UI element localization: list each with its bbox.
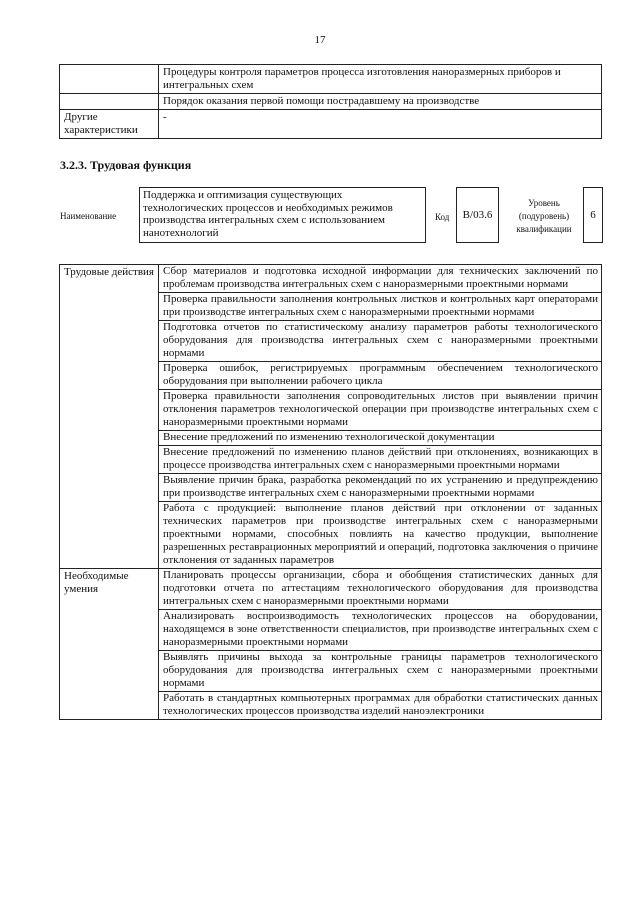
qualification-level-label: Уровень (подуровень) квалификации [516, 198, 572, 234]
row-value: Процедуры контроля параметров процесса изготовления наноразмерных приборов и интегральных схем [159, 65, 602, 94]
labor-action-item: Работа с продукцией: выполнение планов действий при отклонении от заданных технических параметров при производстве интегральных схем с наноразмерными проектными нормами, способных повлиять на качество продукции, выполнение разрешенных реставрационных мероприятий и операций, подготовка заключения о причине отклонения от заданных параметров [159, 502, 602, 569]
page-number: 17 [314, 34, 326, 46]
table-row [60, 94, 602, 110]
function-code-label: Код [435, 212, 450, 222]
row-value: - [159, 110, 602, 139]
skill-item: Анализировать воспроизводимость технологических процессов на оборудовании, находящемся в зоне ответственности специалистов, при производстве интегральных схем с наноразмерными проектными нормами [159, 610, 602, 651]
labor-action-item: Проверка ошибок, регистрируемых программным обеспечением технологического оборудования при выполнении рабочего цикла [159, 362, 602, 390]
top-continuation-table [59, 64, 602, 139]
row-label [60, 65, 159, 94]
required-skills-label: Необходимые умения [60, 569, 159, 720]
labor-actions-label: Трудовые действия [60, 265, 159, 569]
function-name: Поддержка и оптимизация существующих технологических процессов и необходимых режимов производства интегральных схем с использованием нанотехнологий [139, 187, 426, 243]
labor-action-item: Внесение предложений по изменению планов действий при отклонениях, возникающих в процессе производства интегральных схем с наноразмерными проектными нормами [159, 446, 602, 474]
function-name-label: Наименование [60, 211, 117, 221]
row-label [60, 94, 159, 110]
labor-action-item: Внесение предложений по изменению технологической документации [159, 431, 602, 446]
row-value: Порядок оказания первой помощи пострадавшему на производстве [159, 94, 602, 110]
table-row [60, 569, 602, 610]
skill-item: Планировать процессы организации, сбора и обобщения статистических данных для подготовки отчета по аттестациям технологического оборудования для производства интегральных схем с наноразмерными проектными нормами [159, 569, 602, 610]
table-row [60, 110, 602, 139]
labor-action-item: Выявление причин брака, разработка рекомендаций по их устранению и предупреждению при производстве интегральных схем с наноразмерными проектными нормами [159, 474, 602, 502]
table-row [60, 65, 602, 94]
labor-action-item: Проверка правильности заполнения сопроводительных листов при выявлении причин отклонения параметров технологической операции при производстве интегральных схем с наноразмерными проектными нормами [159, 390, 602, 431]
labor-action-item: Проверка правильности заполнения контрольных листков и контрольных карт операторами при производстве интегральных схем с наноразмерными проектными нормами [159, 293, 602, 321]
labor-action-item: Сбор материалов и подготовка исходной информации для технических заключений по проблемам производства интегральных схем с наноразмерными проектными нормами [159, 265, 602, 293]
labor-action-item: Подготовка отчетов по статистическому анализу параметров работы технологического оборудования для производства интегральных схем с наноразмерными проектными нормами [159, 321, 602, 362]
qualification-level: 6 [583, 187, 603, 243]
skill-item: Работать в стандартных компьютерных программах для обработки статистических данных технологических процессов производства изделий наноэлектроники [159, 692, 602, 720]
labor-function-table [59, 264, 602, 720]
row-label-other-characteristics: Другие характеристики [60, 110, 159, 139]
table-row [60, 265, 602, 293]
skill-item: Выявлять причины выхода за контрольные границы параметров технологического оборудования для производства интегральных схем с наноразмерными проектными нормами [159, 651, 602, 692]
section-title: 3.2.3. Трудовая функция [60, 158, 192, 172]
function-code: B/03.6 [456, 187, 499, 243]
